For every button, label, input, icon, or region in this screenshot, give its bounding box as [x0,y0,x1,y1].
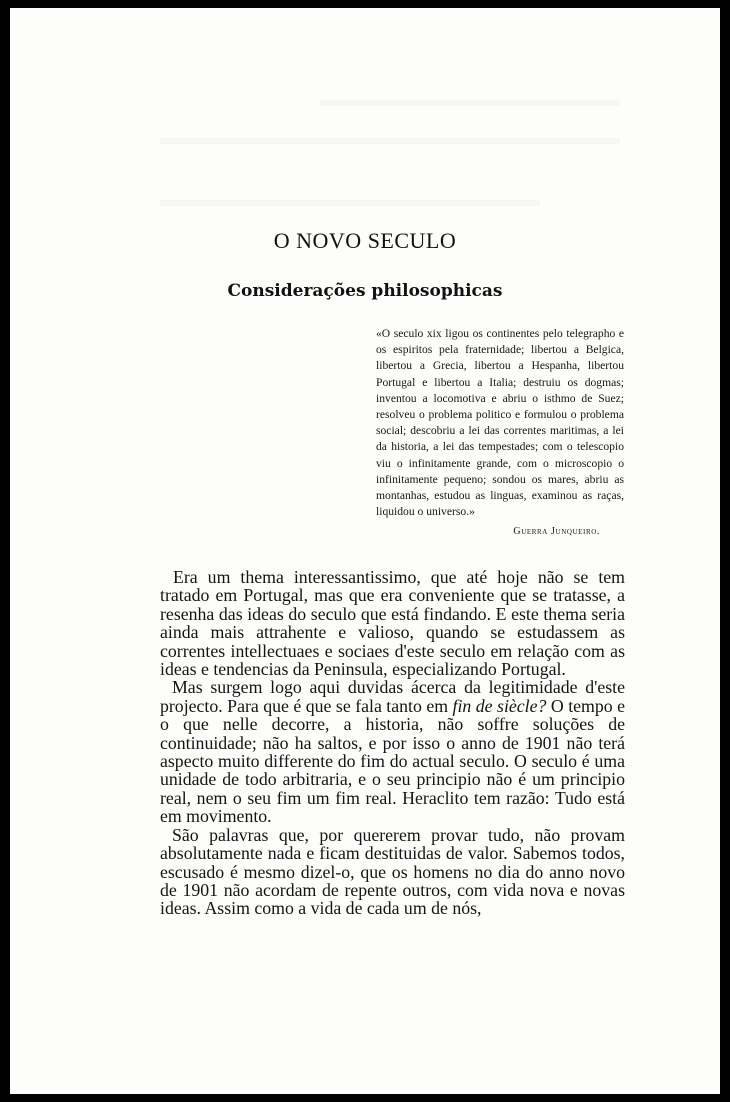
italic-phrase: fin de siècle? [452,695,547,716]
document-page [10,8,720,1094]
show-through-line [320,100,620,106]
epigraph-quote: «O seculo xix ligou os continentes pelo telegrapho e os espiritos pela fraternidade; libertou a Belgica, libertou a Grecia, libertou a Hespanha, libertou Portugal e libertou a Italia; destruiu os dogmas; inventou a locomotiva e abriu o isthmo de Suez; resolveu o problema politico e formulou o problema social; descobriu a lei das correntes maritimas, a lei da historia, a lei das tempestades; com o telescopio viu o infinitamente grande, com o microscopio o infinitamente pequeno; sondou os mares, abriu as montanhas, estudou as linguas, examinou as raças, liquidou o universo.» [376,327,624,519]
paragraph-1: Era um thema interessantissimo, que até hoje não se tem tratado em Portugal, mas que era conveniente que se tratasse, a resenha das ideas do seculo que está findando. E este thema seria ainda mais attrahente e valioso, quando se estudassem as correntes intellectuaes e sociaes d'este seculo em relação com as ideas e tendencias da Peninsula, especializando Portugal. [160,567,625,680]
article-body [160,568,625,918]
show-through-line [160,200,540,206]
page-subtitle: Considerações philosophicas [227,281,503,301]
paragraph-2-text-end: O tempo e o que nelle decorre, a historia, não soffre soluções de continuidade; não ha saltos, e por isso o anno de 1901 não terá aspecto muito differente do fim do actual seculo. O seculo é uma unidade de todo arbitraria, e o seu principio não é um principio real, nem o seu fim um fim real. Heraclito tem razão: Tudo está em movimento. [160,695,626,827]
paragraph-2 [160,678,625,825]
epigraph-author: Guerra Junqueiro. [513,526,600,537]
show-through-line [160,138,620,144]
page-title: O NOVO SECULO [273,228,457,253]
paragraph-3: São palavras que, por quererem provar tudo, não provam absolutamente nada e ficam destituidas de valor. Sabemos todos, escusado é mesmo dizel-o, que os homens no dia do anno novo de 1901 não acordam de repente outros, com vida nova e novas ideas. Assim como a vida de cada um de nós, [160,824,625,919]
paragraph-2-text-start: Mas surgem logo aqui duvidas ácerca da legitimidade d'este projecto. Para que é que se fala tanto em [160,677,625,716]
